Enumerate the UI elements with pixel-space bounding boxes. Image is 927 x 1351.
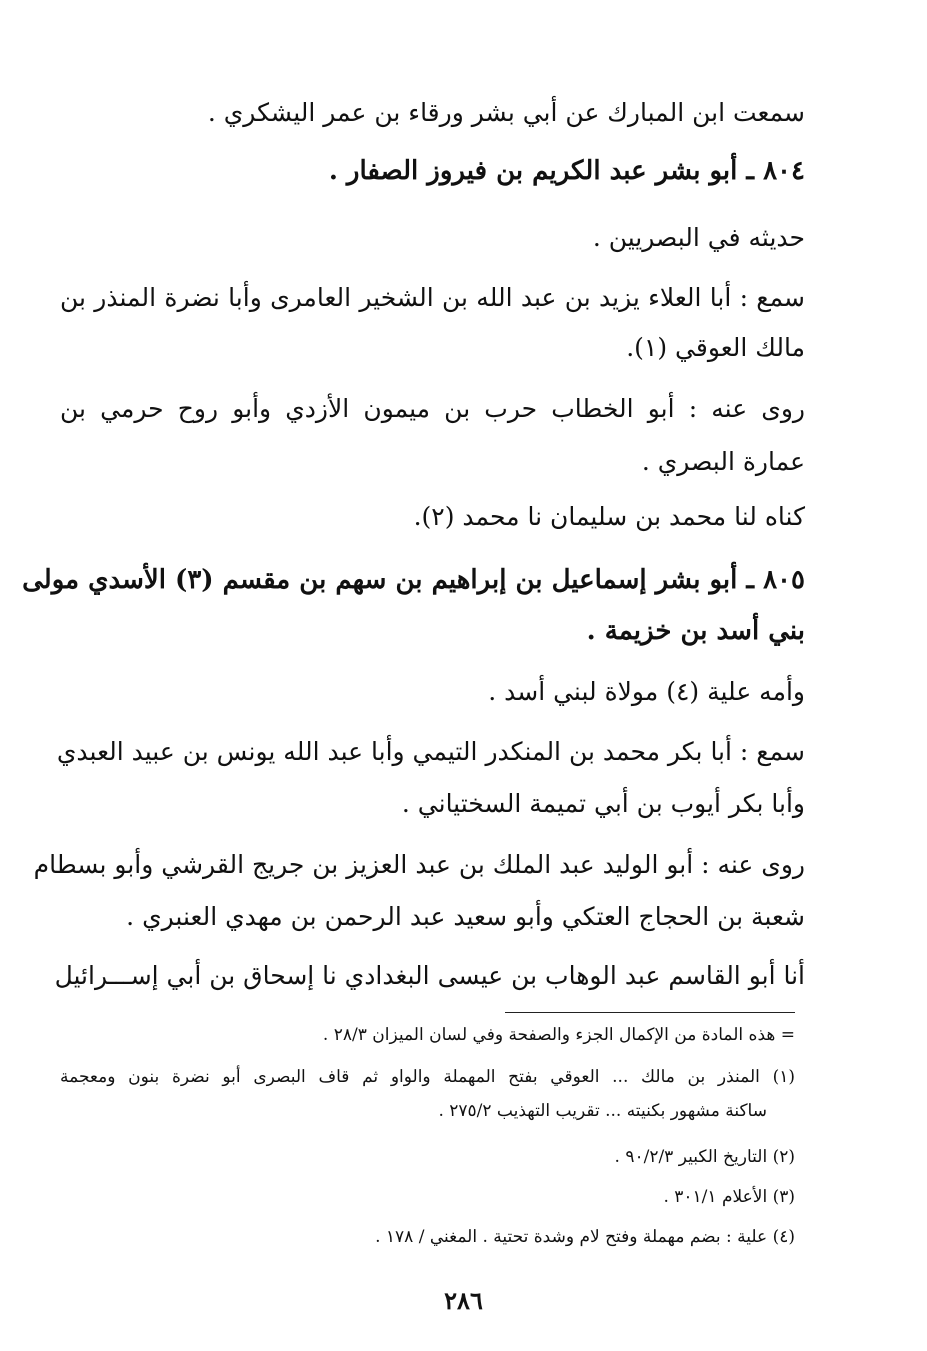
entry-heading-805-cont: بني أسد بن خزيمة . bbox=[586, 616, 805, 646]
page-number: ٢٨٦ bbox=[444, 1286, 483, 1315]
footnote: (٣) الأعلام ٣٠١/١ . bbox=[663, 1187, 795, 1207]
entry-heading-805: ٨٠٥ ـ أبو بشر إسماعيل بن إبراهيم بن سهم بن مقسم (٣) الأسدي مولى bbox=[22, 565, 805, 595]
text-line: روى عنه : أبو الخطاب حرب بن ميمون الأزدي وأبو روح حرمي بن bbox=[60, 394, 805, 423]
text-line: شعبة بن الحجاج العتكي وأبو سعيد عبد الرحمن بن مهدي العنبري . bbox=[126, 902, 805, 931]
text-line: عمارة البصري . bbox=[641, 447, 805, 476]
footnote: ساكنة مشهور بكنيته ... تقريب التهذيب ٢٧٥/٢ . bbox=[438, 1101, 767, 1121]
footnote: (١) المنذر بن مالك ... العوقي بفتح المهملة والواو ثم قاف البصرى أبو نضرة بنون ومعجمة bbox=[60, 1067, 795, 1087]
text-line: وأبا بكر أيوب بن أبي تميمة السختياني . bbox=[401, 789, 805, 818]
text-line: أنا أبو القاسم عبد الوهاب بن عيسى البغدادي نا إسحاق بن أبي إســـرائيل bbox=[54, 961, 805, 990]
footnote: = هذه المادة من الإكمال الجزء والصفحة وفي لسان الميزان ٢٨/٣ . bbox=[322, 1025, 795, 1045]
text-line: سمعت ابن المبارك عن أبي بشر ورقاء بن عمر اليشكري . bbox=[207, 98, 805, 127]
text-line: مالك العوقي (١). bbox=[626, 333, 805, 362]
footnote-separator bbox=[505, 1012, 795, 1013]
text-line: روى عنه : أبو الوليد عبد الملك بن عبد العزيز بن جريج القرشي وأبو بسطام bbox=[33, 850, 805, 879]
text-line: وأمه علية (٤) مولاة لبني أسد . bbox=[488, 677, 805, 706]
text-line: سمع : أبا بكر محمد بن المنكدر التيمي وأبا عبد الله يونس بن عبيد العبدي bbox=[56, 737, 805, 766]
footnote: (٤) علية : بضم مهملة وفتح لام وشدة تحتية . المغني / ١٧٨ . bbox=[375, 1227, 795, 1247]
text-line: كناه لنا محمد بن سليمان نا محمد (٢). bbox=[413, 502, 805, 531]
footnote: (٢) التاريخ الكبير ٩٠/٢/٣ . bbox=[614, 1147, 795, 1167]
text-line: سمع : أبا العلاء يزيد بن عبد الله بن الشخير العامرى وأبا نضرة المنذر بن bbox=[60, 283, 805, 312]
entry-heading-804: ٨٠٤ ـ أبو بشر عبد الكريم بن فيروز الصفار . bbox=[328, 156, 805, 186]
text-line: حديثه في البصريين . bbox=[592, 223, 805, 252]
